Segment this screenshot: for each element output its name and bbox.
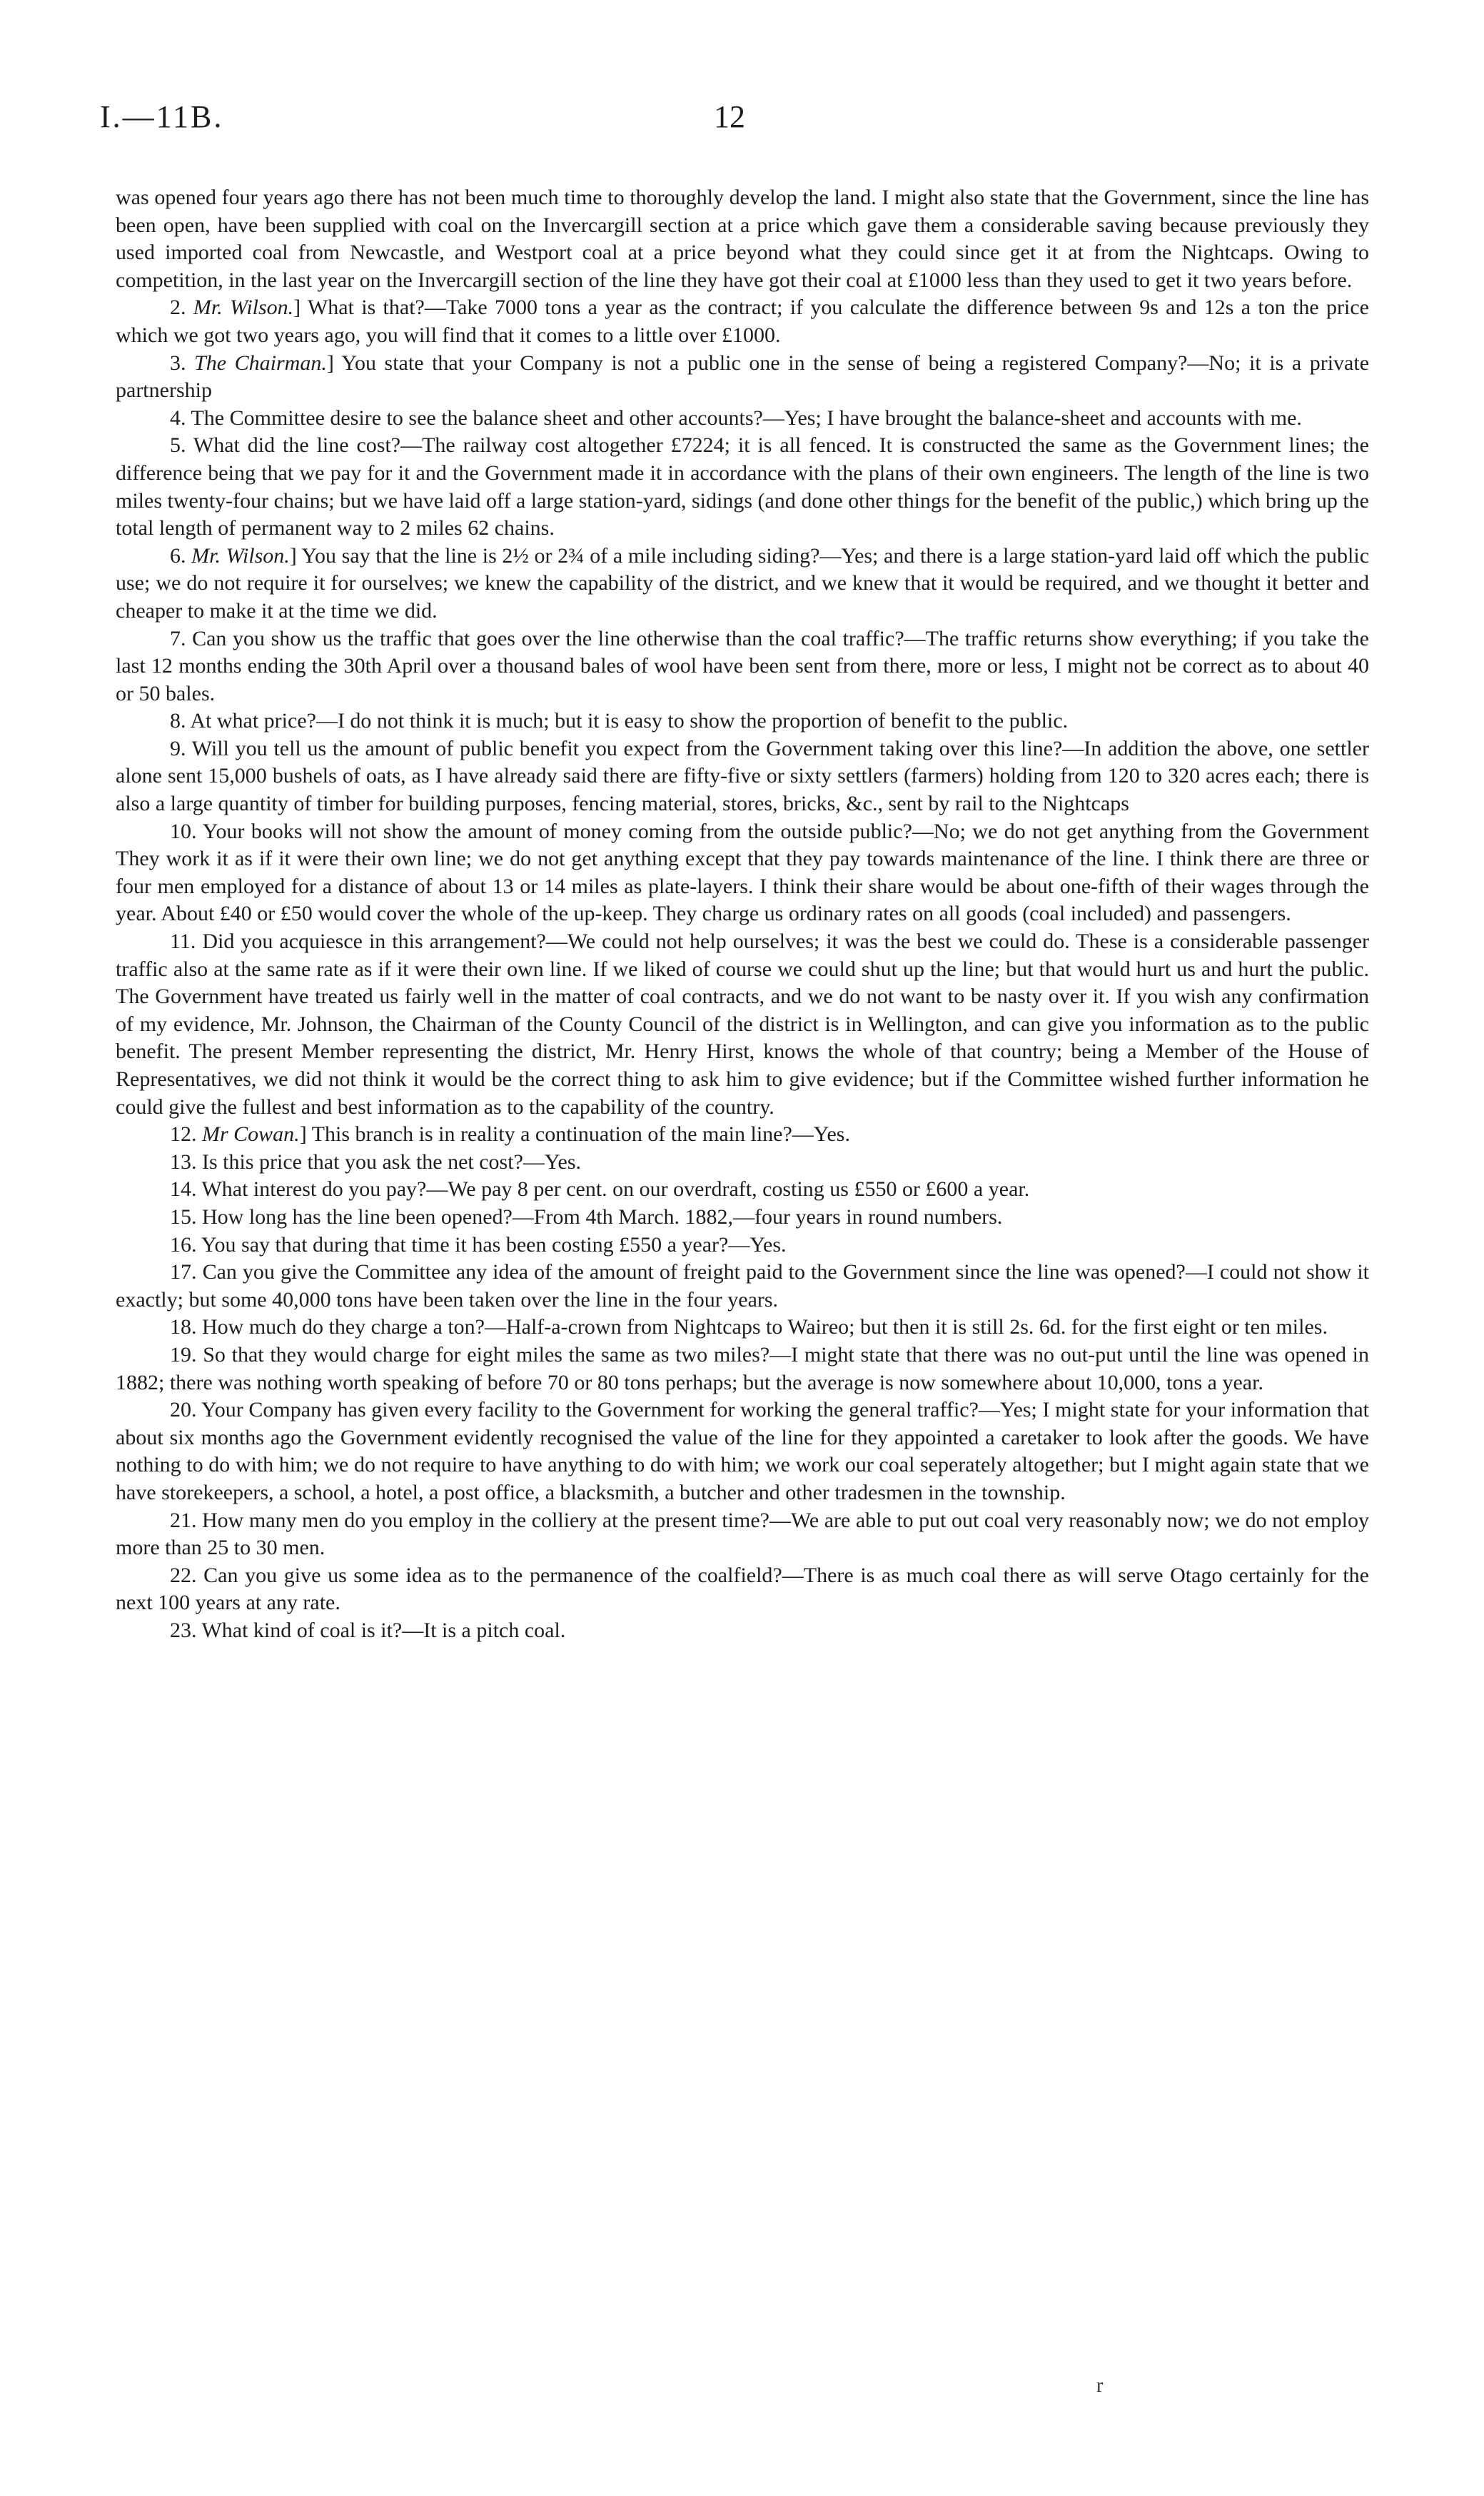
question-answer-text: Can you give us some idea as to the permanence of the coalfield?—There is as much coal there as will serve Otago certainly for the next 100 years at any rate. (116, 1563, 1369, 1615)
speaker-name: Mr Cowan. (202, 1122, 300, 1147)
question-paragraph (116, 1232, 1369, 1259)
stray-mark: r (1096, 2375, 1104, 2397)
question-number: 10. (170, 819, 197, 843)
question-paragraph (116, 432, 1369, 542)
question-number: 8. (170, 709, 186, 733)
speaker-name: Mr. Wilson. (193, 296, 294, 320)
question-number: 13. (170, 1149, 197, 1174)
question-number: 5. (170, 433, 186, 458)
question-paragraph (116, 350, 1369, 405)
question-paragraph (116, 818, 1369, 928)
question-paragraph (116, 1204, 1369, 1232)
question-number: 17. (170, 1260, 197, 1284)
question-answer-text: You say that the line is 2½ or 2¾ of a mile including siding?—Yes; and there is a large station-yard laid off which the public use; we do not require it for ourselves; we knew the capability of the district, and we knew that it would be required, and we thought it better and cheaper to make it at the time we did. (116, 543, 1370, 623)
question-paragraph (116, 1397, 1369, 1506)
speaker-name: The Chairman. (194, 351, 327, 375)
question-answer-text: At what price?—I do not think it is much; but it is easy to show the proportion of benefit to the public. (190, 709, 1069, 733)
question-answer-text: The Committee desire to see the balance sheet and other accounts?—Yes; I have brought the balance-sheet and accounts with me. (191, 406, 1302, 430)
question-answer-text: Can you show us the traffic that goes over the line otherwise than the coal traffic?—The traffic returns show everything; if you take the last 12 months ending the 30th April over a thousand bales of wool have been sent from there, more or less, I might not be correct as to about 40 or 50 bales. (116, 626, 1370, 705)
question-number: 23. (170, 1618, 197, 1642)
question-answer-text: How many men do you employ in the colliery at the present time?—We are able to put out coal very reasonably now; we do not employ more than 25 to 30 men. (116, 1508, 1369, 1560)
question-number: 16. (170, 1232, 197, 1257)
question-paragraph (116, 1176, 1369, 1204)
question-answer-text: How much do they charge a ton?—Half-a-crown from Nightcaps to Waireo; but then it is still 2s. 6d. for the first eight or ten miles. (202, 1315, 1328, 1339)
question-paragraph (116, 1259, 1369, 1314)
question-answer-text: What interest do you pay?—We pay 8 per cent. on our overdraft, costing us £550 or £600 a year. (201, 1177, 1030, 1202)
question-answer-text: You state that your Company is not a public one in the sense of being a registered Company?—No; it is a private partnership (116, 351, 1370, 403)
question-answer-text: How long has the line been opened?—From 4th March. 1882,—four years in round numbers. (202, 1204, 1003, 1229)
question-paragraph (116, 735, 1369, 818)
question-number: 12. (170, 1122, 197, 1147)
question-number: 4. (170, 406, 186, 430)
question-answer-text: What did the line cost?—The railway cost altogether £7224; it is all fenced. It is constructed the same as the Government lines; the difference being that we pay for it and the Government made it in accordance with the plans of their own engineers. The length of the line is two miles twenty-four chains; but we have laid off a large station-yard, sidings (and done other things for the benefit of the public,) which bring up the total length of permanent way to 2 miles 62 chains. (116, 433, 1369, 540)
question-paragraph (116, 708, 1369, 735)
page-number: 12 (714, 99, 745, 134)
question-paragraph (116, 1342, 1369, 1397)
question-number: 11. (170, 930, 196, 954)
question-answer-text: What kind of coal is it?—It is a pitch coal. (201, 1618, 566, 1642)
speaker-bracket: ] (289, 543, 297, 568)
question-number: 19. (170, 1342, 197, 1367)
question-number: 7. (170, 626, 186, 650)
question-answer-text: So that they would charge for eight miles the same as two miles?—I might state that there was no out-put until the line was opened in 1882; there was nothing worth speaking of before 70 or 80 tons perhaps; but the average is now somewhere about 10,000, tons a year. (116, 1342, 1370, 1394)
question-paragraph (116, 1149, 1369, 1177)
speaker-bracket: ] (293, 296, 301, 320)
question-number: 14. (170, 1177, 197, 1202)
question-number: 9. (170, 736, 186, 760)
evidence-text (116, 184, 1369, 1644)
question-number: 3. (170, 351, 186, 375)
question-paragraph (116, 1617, 1369, 1645)
question-paragraph (116, 625, 1369, 708)
question-answer-text: This branch is in reality a continuation of the main line?—Yes. (311, 1122, 850, 1147)
question-number: 21. (170, 1508, 197, 1532)
report-reference: I.—11B. (100, 99, 224, 134)
question-number: 20. (170, 1398, 197, 1422)
question-answer-text: Your books will not show the amount of money coming from the outside public?—No; we do not get anything from the Government They work it as if it were their own line; we do not get anything except that they pay towards maintenance of the line. I think there are three or four men employed for a distance of about 13 or 14 miles as plate-layers. I think their share would be about one-fifth of their wages through the year. About £40 or £50 would cover the whole of the up-keep. They charge us ordinary rates on all goods (coal included) and passengers. (116, 819, 1370, 926)
question-number: 2. (170, 296, 186, 320)
question-paragraph (116, 928, 1369, 1121)
question-number: 22. (170, 1563, 197, 1587)
question-paragraph (116, 294, 1369, 349)
speaker-bracket: ] (326, 351, 334, 375)
question-answer-text: You say that during that time it has been costing £550 a year?—Yes. (201, 1232, 787, 1257)
question-answer-text: Can you give the Committee any idea of the amount of freight paid to the Government since the line was opened?—I could not show it exactly; but some 40,000 tons have been taken over the line in the four years. (116, 1260, 1370, 1312)
question-number: 15. (170, 1204, 197, 1229)
question-paragraph (116, 1507, 1369, 1562)
question-answer-text: Your Company has given every facility to the Government for working the general traffic?—Yes; I might state for your information that about six months ago the Government evidently recognised the value of the line for they appointed a caretaker to look after the goods. We have nothing to do with him; we do not require to have anything to do with him; we work our coal seperately altogether; but I might again state that we have storekeepers, a school, a hotel, a post office, a blacksmith, a butcher and other tradesmen in the township. (116, 1398, 1370, 1504)
question-answer-text: Did you acquiesce in this arrangement?—We could not help ourselves; it was the best we could do. These is a considerable passenger traffic also at the same rate as if it were their own line. If we liked of course we could shut up the line; but that would hurt us and hurt the public. The Government have treated us fairly well in the matter of coal contracts, and we do not want to be nasty over it. If you wish any confirmation of my evidence, Mr. Johnson, the Chairman of the County Council of the district is in Wellington, and can give you information as to the public benefit. The present Member representing the district, Mr. Henry Hirst, knows the whole of that country; being a Member of the House of Representatives, we did not think it would be the correct thing to ask him to give evidence; but if the Committee wished further information he could give the fullest and best information as to the capability of the country. (116, 930, 1369, 1119)
question-paragraph (116, 1121, 1369, 1149)
question-paragraph (116, 405, 1369, 433)
speaker-bracket: ] (299, 1122, 307, 1147)
question-paragraph (116, 1314, 1369, 1342)
question-answer-text: Is this price that you ask the net cost?—Yes. (202, 1149, 582, 1174)
question-paragraph (116, 543, 1369, 625)
question-number: 18. (170, 1315, 197, 1339)
question-paragraph (116, 1562, 1369, 1617)
question-number: 6. (170, 543, 186, 568)
speaker-name: Mr. Wilson. (191, 543, 290, 568)
question-answer-text: Will you tell us the amount of public benefit you expect from the Government taking over this line?—In addition the above, one settler alone sent 15,000 bushels of oats, as I have already said there are fifty-five or sixty settlers (farmers) holding from 120 to 320 acres each; there is also a large quantity of timber for building purposes, fencing material, stores, bricks, &c., sent by rail to the Nightcaps (116, 736, 1369, 816)
question-paragraph (116, 184, 1369, 294)
question-answer-text: was opened four years ago there has not been much time to thoroughly develop the land. I might also state that the Government, since the line has been open, have been supplied with coal on the Invercargill section at a price which gave them a considerable saving because previously they used imported coal from Newcastle, and Westport coal at a price beyond what they could since get it at from the Nightcaps. Owing to competition, in the last year on the Invercargill section of the line they have got their coal at £1000 less than they used to get it two years before. (116, 186, 1369, 292)
question-answer-text: What is that?—Take 7000 tons a year as the contract; if you calculate the difference between 9s and 12s a ton the price which we got two years ago, you will find that it comes to a little over £1000. (116, 296, 1370, 347)
